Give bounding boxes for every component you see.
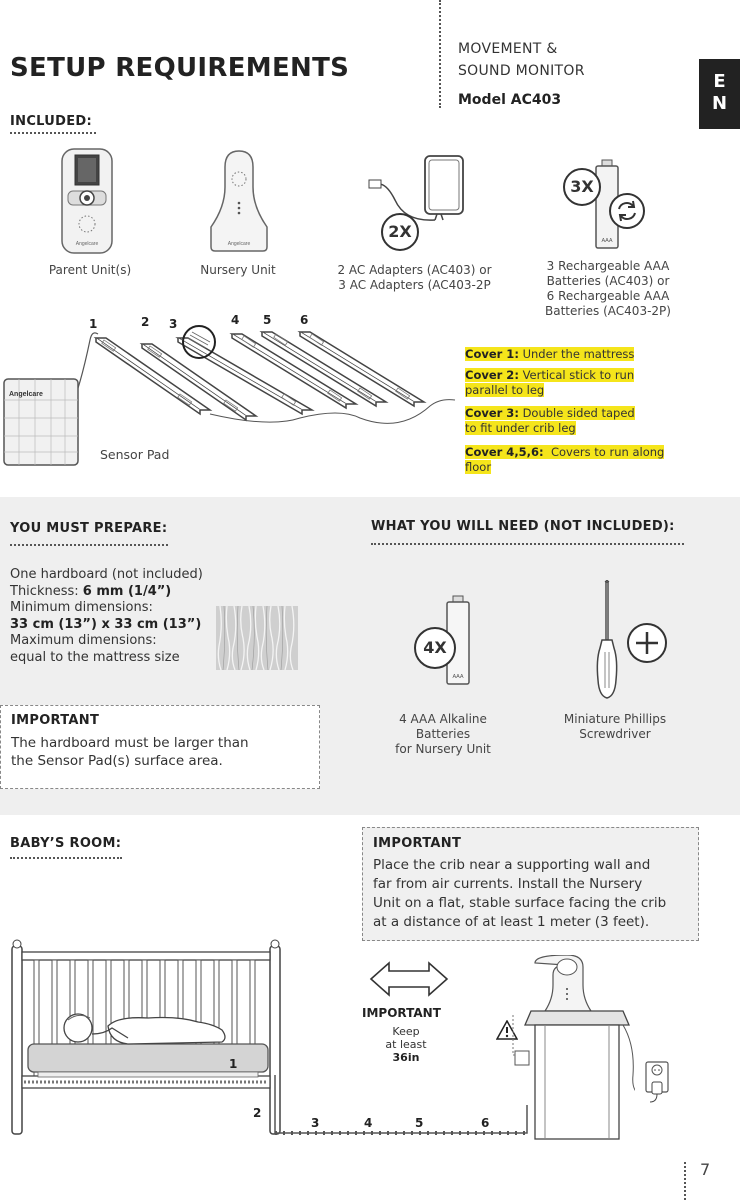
distance-line-2: at least (385, 1038, 427, 1051)
nursery-unit-brand: Angelcare (227, 241, 251, 247)
alkaline-battery-mark: AAA (452, 674, 464, 680)
battery-label-line-3: 6 Rechargeable AAA (546, 289, 670, 303)
sensor-pad-image (3, 378, 79, 466)
room-heading: BABY’S ROOM: (10, 836, 122, 851)
wall-outlet-image (640, 1058, 674, 1106)
language-tab-letter-1: E (713, 71, 726, 92)
footer-divider (684, 1162, 686, 1200)
product-name (458, 38, 585, 82)
room-heading-underline (10, 857, 122, 859)
adapter-label (322, 263, 507, 293)
room-important-line-1: Place the crib near a supporting wall and (373, 857, 651, 873)
max-dimensions-value: equal to the mattress size (10, 649, 180, 665)
need-heading: WHAT YOU WILL NEED (NOT INCLUDED): (371, 519, 675, 534)
nursery-unit-image (205, 147, 273, 255)
adapter-label-line-2: 3 AC Adapters (AC403-2P (338, 278, 491, 292)
battery-quantity-badge: 3X (563, 168, 601, 206)
nursery-unit-label: Nursery Unit (200, 263, 276, 277)
adapter-label-line-1: 2 AC Adapters (AC403) or (337, 263, 492, 277)
min-dimensions-label: Minimum dimensions: (10, 600, 153, 615)
distance-note (372, 1025, 440, 1064)
cover-456-text-1: Covers to run along (550, 445, 665, 459)
included-heading-underline (10, 132, 96, 134)
battery-label-line-4: Batteries (AC403-2P) (545, 304, 671, 318)
cover-1-text: Under the mattress (522, 347, 635, 361)
cover-number-5: 5 (263, 313, 272, 327)
room-important-box (362, 827, 699, 941)
battery-label-line-2: Batteries (AC403) or (546, 274, 670, 288)
page-title: SETUP REQUIREMENTS (10, 53, 350, 83)
model-number: Model AC403 (458, 92, 562, 108)
sensor-pad-label: Sensor Pad (100, 447, 170, 462)
included-heading: INCLUDED: (10, 114, 92, 129)
cover-2-text-1: Vertical stick to run (522, 368, 635, 382)
cover-1-name: Cover 1: (465, 347, 519, 361)
cover-3-name: Cover 3: (465, 406, 519, 420)
battery-label-line-1: 3 Rechargeable AAA (546, 259, 670, 273)
alkaline-battery-label-line-3: for Nursery Unit (395, 742, 491, 756)
cover-number-6: 6 (300, 313, 309, 327)
min-dimensions-value: 33 cm (13”) x 33 cm (13”) (10, 616, 202, 632)
room-important-line-3: Unit on a flat, stable surface facing the crib (373, 895, 667, 911)
floor-number-6: 6 (481, 1116, 490, 1130)
room-important-line-4: at a distance of at least 1 meter (3 feet). (373, 914, 650, 930)
max-dimensions-label: Maximum dimensions: (10, 633, 157, 648)
room-important-line-2: far from air currents. Install the Nursery (373, 876, 643, 892)
phillips-plus-icon (626, 622, 668, 664)
cover-3-text-1: Double sided taped (522, 406, 635, 420)
crib-image (8, 938, 288, 1138)
cover-2-name: Cover 2: (465, 368, 519, 382)
product-line-2: SOUND MONITOR (458, 63, 585, 79)
nightstand-image (505, 955, 635, 1140)
screwdriver-label (560, 712, 670, 742)
alkaline-battery-quantity-badge: 4X (414, 627, 456, 669)
battery-label (528, 259, 688, 319)
sensor-pad-brand: Angelcare (9, 391, 43, 398)
parent-unit-label: Parent Unit(s) (48, 263, 132, 277)
parent-unit-image (60, 147, 114, 255)
adapter-quantity-badge: 2X (381, 213, 419, 251)
cover-456-description (465, 444, 664, 474)
screwdriver-image (594, 580, 620, 700)
thickness-value: 6 mm (1/4”) (82, 583, 172, 599)
alkaline-battery-label-line-2: Batteries (415, 727, 471, 741)
prepare-thickness (10, 584, 203, 601)
distance-arrow-icon (369, 959, 449, 999)
floor-number-1: 1 (229, 1057, 238, 1071)
language-tab-letter-2: N (711, 93, 728, 114)
page-number: 7 (700, 1160, 711, 1179)
cover-2-description (465, 367, 634, 397)
room-important-title: IMPORTANT (373, 836, 462, 851)
product-line-1: MOVEMENT & (458, 41, 558, 57)
cover-456-name: Cover 4,5,6: (465, 445, 544, 459)
header-divider (439, 0, 441, 108)
distance-value: 36in (392, 1051, 420, 1064)
prepare-heading: YOU MUST PREPARE: (10, 521, 168, 536)
cover-456-text-2: floor (465, 460, 492, 474)
cover-number-3: 3 (169, 317, 178, 331)
cover-1-description (465, 343, 634, 362)
need-heading-underline (371, 543, 684, 545)
distance-important-title: IMPORTANT (362, 1006, 441, 1020)
floor-number-3: 3 (311, 1116, 320, 1130)
ac-adapter-image (365, 150, 470, 230)
parent-unit-brand: Angelcare (75, 241, 99, 247)
alkaline-battery-label-line-1: 4 AAA Alkaline (399, 712, 487, 726)
hardboard-important-box (0, 705, 320, 789)
prepare-text (10, 567, 203, 666)
floor-number-2: 2 (253, 1106, 262, 1120)
cover-number-4: 4 (231, 313, 240, 327)
hardboard-important-line-2: the Sensor Pad(s) surface area. (11, 753, 223, 769)
floor-number-4: 4 (364, 1116, 373, 1130)
cover-2-text-2: parallel to leg (465, 383, 545, 397)
thickness-label: Thickness: (10, 583, 83, 599)
floor-number-5: 5 (415, 1116, 424, 1130)
hardboard-important-line-1: The hardboard must be larger than (11, 735, 249, 751)
cover-3-text-2: to fit under crib leg (465, 421, 576, 435)
hardboard-important-title: IMPORTANT (11, 713, 100, 728)
cover-number-2: 2 (141, 315, 150, 329)
recharge-icon (608, 192, 646, 230)
hardboard-image (216, 606, 298, 670)
screwdriver-label-line-1: Miniature Phillips (563, 712, 667, 726)
cover-3-description (465, 405, 635, 435)
distance-line-1: Keep (392, 1025, 420, 1038)
cover-number-1: 1 (89, 317, 98, 331)
alkaline-battery-label (383, 712, 503, 757)
language-tab[interactable] (699, 59, 740, 129)
rechargeable-battery-mark: AAA (601, 238, 613, 244)
screwdriver-label-line-2: Screwdriver (579, 727, 651, 741)
prepare-heading-underline (10, 544, 168, 546)
prepare-line-1: One hardboard (not included) (10, 567, 203, 582)
